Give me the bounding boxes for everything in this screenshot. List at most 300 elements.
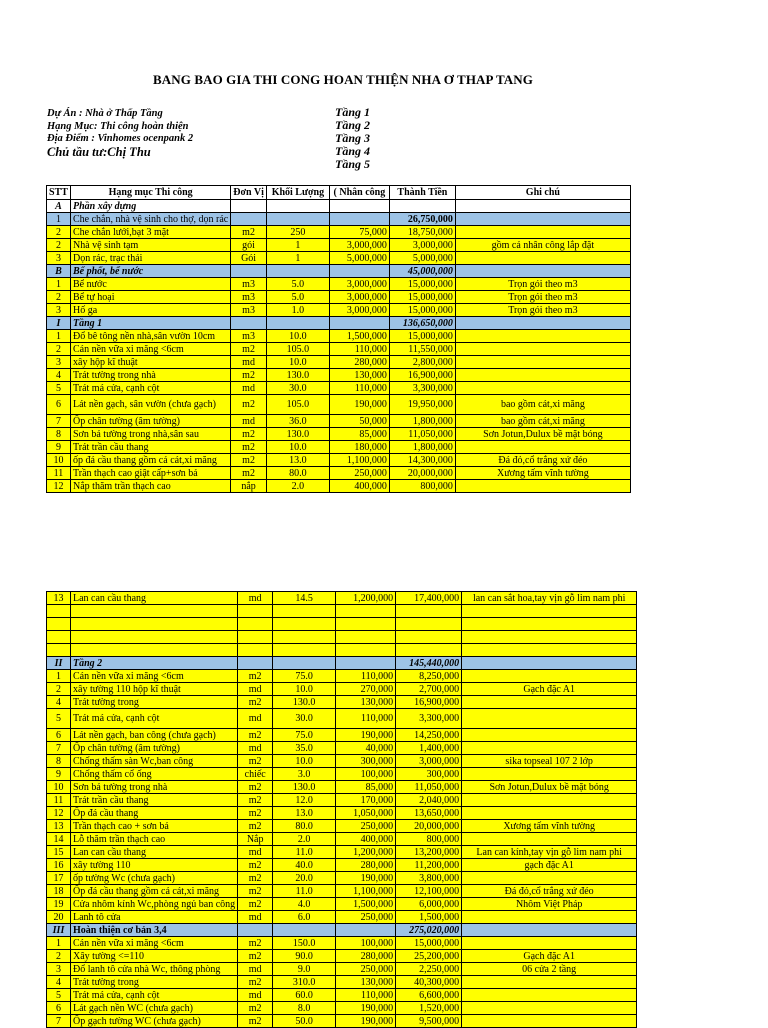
cell-total: 1,800,000 (389, 441, 455, 454)
cell-labor: 75,000 (329, 226, 389, 239)
cell-quantity: 8.0 (273, 1002, 336, 1015)
cell-stt: 6 (47, 729, 71, 742)
cell-note: Gạch đặc A1 (462, 950, 637, 963)
cell-stt: 7 (47, 1015, 71, 1028)
table-row (47, 781, 637, 794)
cell-total (396, 618, 462, 631)
cell-stt: 7 (47, 415, 71, 428)
cell-quantity: 5.0 (266, 291, 329, 304)
location: Địa Điểm : Vinhomes ocenpank 2 (47, 133, 194, 145)
table-row (47, 976, 637, 989)
cell-labor: 1,500,000 (329, 330, 389, 343)
cell-item: Trần thạch cao + sơn bả (71, 820, 238, 833)
cell-quantity (273, 924, 336, 937)
cell-quantity: 130.0 (273, 696, 336, 709)
floor-label: Tầng 4 (335, 144, 371, 159)
table-row (47, 755, 637, 768)
cell-unit: md (238, 592, 273, 605)
cell-item: Bể nước (71, 278, 231, 291)
cell-item: Trát trần cầu thang (71, 794, 238, 807)
cell-stt: 10 (47, 781, 71, 794)
cell-quantity: 3.0 (273, 768, 336, 781)
cell-quantity (266, 265, 329, 278)
cell-total: 20,000,000 (396, 820, 462, 833)
cell-total: 3,800,000 (396, 872, 462, 885)
cell-unit: m2 (238, 872, 273, 885)
cell-labor: 1,200,000 (336, 846, 396, 859)
cell-stt (47, 618, 71, 631)
cell-quantity: 50.0 (273, 1015, 336, 1028)
cell-labor (329, 317, 389, 330)
cell-note (462, 1015, 637, 1028)
cell-unit: m2 (238, 898, 273, 911)
cell-labor: 170,000 (336, 794, 396, 807)
cell-note: Đá đỏ,cổ trắng xứ đéo (462, 885, 637, 898)
cell-stt (47, 631, 71, 644)
cell-unit: m3 (231, 278, 267, 291)
cell-stt: 1 (47, 330, 71, 343)
cell-labor: 3,000,000 (329, 304, 389, 317)
cell-total: 17,400,000 (396, 592, 462, 605)
cell-stt: 4 (47, 976, 71, 989)
cell-labor: 85,000 (329, 428, 389, 441)
cell-stt: 8 (47, 428, 71, 441)
cell-total: 40,300,000 (396, 976, 462, 989)
cell-labor: 300,000 (336, 755, 396, 768)
cell-total: 15,000,000 (389, 330, 455, 343)
cell-quantity: 9.0 (273, 963, 336, 976)
cell-stt: 2 (47, 343, 71, 356)
cell-unit: md (238, 989, 273, 1002)
cell-item: Lát gạch nền WC (chưa gạch) (71, 1002, 238, 1015)
cell-stt: 11 (47, 467, 71, 480)
cell-total: 300,000 (396, 768, 462, 781)
cell-unit: m2 (238, 976, 273, 989)
cell-item: Ốp đá cầu thang gồm cả cát,xi măng (71, 885, 238, 898)
cell-quantity: 13.0 (273, 807, 336, 820)
cell-total: 2,040,000 (396, 794, 462, 807)
cell-labor: 190,000 (336, 729, 396, 742)
cell-item: Cán nền vữa xi măng <6cm (71, 343, 231, 356)
cell-total: 2,700,000 (396, 683, 462, 696)
cell-note: Đá đỏ,cổ trắng xứ đéo (455, 454, 630, 467)
cell-unit: m2 (238, 696, 273, 709)
section-row (47, 317, 631, 330)
cell-quantity: 11.0 (273, 846, 336, 859)
table-row (47, 911, 637, 924)
cell-item: ốp tường Wc (chưa gạch) (71, 872, 238, 885)
cell-item: Trát tường trong nhà (71, 369, 231, 382)
cell-total: 136,650,000 (389, 317, 455, 330)
cell-note (455, 265, 630, 278)
cell-note (455, 226, 630, 239)
cell-stt: 2 (47, 950, 71, 963)
col-header-total: Thành Tiền (389, 186, 455, 200)
cell-item: Trát má cửa, cạnh cột (71, 989, 238, 1002)
table-row (47, 226, 631, 239)
cell-note (455, 382, 630, 395)
cell-item: Lát nền gạch, ban công (chưa gạch) (71, 729, 238, 742)
cell-labor: 250,000 (329, 467, 389, 480)
cell-unit: m2 (238, 1002, 273, 1015)
table-row (47, 467, 631, 480)
cell-total: 145,440,000 (396, 657, 462, 670)
cell-labor: 50,000 (329, 415, 389, 428)
cell-quantity: 130.0 (266, 369, 329, 382)
cell-total: 6,600,000 (396, 989, 462, 1002)
cell-quantity: 1 (266, 252, 329, 265)
cell-item: Chống thấm cổ ống (71, 768, 238, 781)
col-header-stt: STT (47, 186, 71, 200)
table-row (47, 454, 631, 467)
cell-unit: m2 (231, 226, 267, 239)
section-row (47, 265, 631, 278)
cell-labor: 250,000 (336, 820, 396, 833)
table-row (47, 807, 637, 820)
cell-total (389, 200, 455, 213)
cell-quantity (273, 618, 336, 631)
cell-quantity: 13.0 (266, 454, 329, 467)
cell-note (462, 768, 637, 781)
cell-quantity: 80.0 (266, 467, 329, 480)
table-row (47, 395, 631, 415)
cell-labor: 280,000 (336, 950, 396, 963)
cell-unit: m3 (231, 291, 267, 304)
cell-labor: 190,000 (336, 872, 396, 885)
cell-quantity: 5.0 (266, 278, 329, 291)
cell-labor (336, 618, 396, 631)
table-row (47, 441, 631, 454)
cell-stt: 1 (47, 213, 71, 226)
cell-unit (231, 200, 267, 213)
cell-stt: 2 (47, 683, 71, 696)
cell-labor: 110,000 (329, 382, 389, 395)
cell-note: bao gồm cát,xi măng (455, 395, 630, 415)
cell-quantity: 2.0 (273, 833, 336, 846)
cell-quantity: 10.0 (266, 330, 329, 343)
cell-total: 19,950,000 (389, 395, 455, 415)
cell-unit: m2 (231, 441, 267, 454)
cell-note (462, 709, 637, 729)
cell-quantity (273, 657, 336, 670)
cell-labor: 110,000 (336, 989, 396, 1002)
cell-unit (231, 265, 267, 278)
table-row (47, 898, 637, 911)
cell-labor: 3,000,000 (329, 239, 389, 252)
cell-note (462, 618, 637, 631)
cell-total: 3,300,000 (396, 709, 462, 729)
cell-note (455, 441, 630, 454)
cell-unit: chiếc (238, 768, 273, 781)
cell-unit: Gói (231, 252, 267, 265)
cell-labor: 85,000 (336, 781, 396, 794)
cell-labor: 3,000,000 (329, 278, 389, 291)
cell-stt: I (47, 317, 71, 330)
cell-item: Trát trần cầu thang (71, 441, 231, 454)
cell-item: Chống thấm sàn Wc,ban công (71, 755, 238, 768)
cell-stt: II (47, 657, 71, 670)
cell-quantity: 310.0 (273, 976, 336, 989)
cell-unit: m2 (238, 820, 273, 833)
cell-quantity: 4.0 (273, 898, 336, 911)
cell-stt: A (47, 200, 71, 213)
cell-stt: 12 (47, 480, 71, 493)
cell-labor: 110,000 (329, 343, 389, 356)
table-row (47, 937, 637, 950)
cell-quantity: 35.0 (273, 742, 336, 755)
cell-note (455, 369, 630, 382)
col-header-quantity: Khối Lượng (266, 186, 329, 200)
cell-note (462, 742, 637, 755)
cell-stt: 3 (47, 252, 71, 265)
cell-stt: 9 (47, 441, 71, 454)
cell-item: Lát nền gạch, sân vườn (chưa gạch) (71, 395, 231, 415)
cell-unit (231, 213, 267, 226)
cell-unit: m2 (231, 454, 267, 467)
section-row (47, 657, 637, 670)
cell-item: Sơn bả tường trong nhà,sân sau (71, 428, 231, 441)
cell-item: Lan can cầu thang (71, 846, 238, 859)
cell-total: 800,000 (396, 833, 462, 846)
cell-item: Cán nền vữa xi măng <6cm (71, 937, 238, 950)
cell-quantity: 250 (266, 226, 329, 239)
cell-total: 13,200,000 (396, 846, 462, 859)
cell-unit: m2 (238, 670, 273, 683)
cell-item: Tầng 2 (71, 657, 238, 670)
cell-item (71, 605, 238, 618)
cell-stt: 9 (47, 768, 71, 781)
cell-total: 6,000,000 (396, 898, 462, 911)
table-row (47, 872, 637, 885)
cell-item: Che chắn lưới,bạt 3 mặt (71, 226, 231, 239)
cell-stt: 5 (47, 382, 71, 395)
cell-note (462, 696, 637, 709)
page-title: BANG BAO GIA THI CONG HOAN THIỆN NHA Ơ THAP TANG (153, 72, 533, 87)
cell-item: Cán nền vữa xi măng <6cm (71, 670, 238, 683)
cell-total: 15,000,000 (389, 278, 455, 291)
cell-labor: 400,000 (336, 833, 396, 846)
cell-labor: 110,000 (336, 709, 396, 729)
cell-quantity: 30.0 (266, 382, 329, 395)
table-row (47, 605, 637, 618)
table-row (47, 330, 631, 343)
table-row (47, 1002, 637, 1015)
cell-note (462, 911, 637, 924)
project-info (47, 108, 327, 158)
cell-note: gồm cả nhân công lắp đặt (455, 239, 630, 252)
cell-item: xây tường 110 (71, 859, 238, 872)
floor-label: Tầng 3 (335, 131, 371, 146)
cell-total (396, 644, 462, 657)
table-row (47, 729, 637, 742)
cell-unit: m2 (238, 859, 273, 872)
section-row (47, 924, 637, 937)
cell-quantity: 10.0 (273, 683, 336, 696)
cell-stt: 2 (47, 239, 71, 252)
cell-labor (336, 605, 396, 618)
cell-note (462, 833, 637, 846)
table-row (47, 592, 637, 605)
cell-labor: 270,000 (336, 683, 396, 696)
cell-item (71, 631, 238, 644)
table-row (47, 239, 631, 252)
col-header-unit: Đơn Vị (231, 186, 267, 200)
cell-unit: m2 (231, 428, 267, 441)
cell-stt: III (47, 924, 71, 937)
table-row (47, 859, 637, 872)
cell-labor: 1,100,000 (336, 885, 396, 898)
cell-item: Che chắn, nhà vệ sinh cho thợ, dọn rác (71, 213, 231, 226)
cell-item: Phần xây dựng (71, 200, 231, 213)
floor-label: Tầng 5 (335, 157, 371, 172)
cell-stt: 1 (47, 670, 71, 683)
cell-item: Trần thạch cao giật cấp+sơn bả (71, 467, 231, 480)
cell-total: 1,800,000 (389, 415, 455, 428)
cell-note (462, 794, 637, 807)
cell-labor (336, 924, 396, 937)
table-row (47, 885, 637, 898)
cell-quantity (273, 644, 336, 657)
floor-label: Tầng 1 (335, 105, 371, 119)
cell-stt: 3 (47, 356, 71, 369)
cell-labor (329, 265, 389, 278)
cell-total: 275,020,000 (396, 924, 462, 937)
cell-unit: gói (231, 239, 267, 252)
cell-stt: 18 (47, 885, 71, 898)
cell-total: 9,500,000 (396, 1015, 462, 1028)
cell-note (462, 670, 637, 683)
cell-stt: 4 (47, 696, 71, 709)
table-row (47, 742, 637, 755)
cell-stt: 1 (47, 937, 71, 950)
cell-quantity: 14.5 (273, 592, 336, 605)
cell-total (396, 631, 462, 644)
table-row (47, 415, 631, 428)
table-row (47, 428, 631, 441)
cell-quantity: 2.0 (266, 480, 329, 493)
cell-note (462, 872, 637, 885)
cell-total: 800,000 (389, 480, 455, 493)
cell-quantity: 20.0 (273, 872, 336, 885)
cell-item: Cửa nhôm kính Wc,phòng ngủ ban công (71, 898, 238, 911)
cell-note (455, 356, 630, 369)
cell-unit: nắp (231, 480, 267, 493)
cell-labor: 5,000,000 (329, 252, 389, 265)
cell-item: Đổ bê tông nền nhà,sân vườn 10cm (71, 330, 231, 343)
cell-item: Tầng 1 (71, 317, 231, 330)
cell-stt: 5 (47, 989, 71, 1002)
cell-stt: 15 (47, 846, 71, 859)
table-row (47, 369, 631, 382)
cell-note: sika topseal 107 2 lớp (462, 755, 637, 768)
cell-note (462, 605, 637, 618)
cell-note: Nhôm Việt Pháp (462, 898, 637, 911)
price-table-part2 (46, 591, 637, 1028)
table-header-row (47, 186, 631, 200)
cell-unit: md (238, 911, 273, 924)
cell-total: 14,300,000 (389, 454, 455, 467)
cell-total: 11,550,000 (389, 343, 455, 356)
floor-list (335, 106, 370, 171)
cell-note (462, 976, 637, 989)
cell-quantity: 30.0 (273, 709, 336, 729)
cell-quantity: 90.0 (273, 950, 336, 963)
cell-total: 14,250,000 (396, 729, 462, 742)
cell-unit: md (238, 709, 273, 729)
cell-labor: 1,100,000 (329, 454, 389, 467)
cell-stt: 11 (47, 794, 71, 807)
cell-labor: 1,500,000 (336, 898, 396, 911)
cell-note: lan can sắt hoa,tay vịn gỗ lim nam phi (462, 592, 637, 605)
cell-item: Bể tự hoại (71, 291, 231, 304)
cell-total: 13,650,000 (396, 807, 462, 820)
cell-labor: 180,000 (329, 441, 389, 454)
cell-total: 2,800,000 (389, 356, 455, 369)
table-row (47, 278, 631, 291)
cell-total: 1,400,000 (396, 742, 462, 755)
table-row (47, 356, 631, 369)
cell-labor (336, 644, 396, 657)
cell-quantity: 75.0 (273, 670, 336, 683)
cell-quantity: 130.0 (273, 781, 336, 794)
table-row (47, 631, 637, 644)
cell-item: Lan can cầu thang (71, 592, 238, 605)
cell-unit (238, 657, 273, 670)
project-name: Dự Án : Nhà ở Thấp Tầng (47, 108, 163, 119)
cell-item: Trát má cửa, cạnh cột (71, 382, 231, 395)
cell-total: 8,250,000 (396, 670, 462, 683)
cell-quantity (273, 631, 336, 644)
cell-stt: 4 (47, 369, 71, 382)
table-row (47, 794, 637, 807)
cell-note (462, 989, 637, 1002)
cell-labor: 400,000 (329, 480, 389, 493)
cell-note: Lan can kính,tay vịn gỗ lim nam phi (462, 846, 637, 859)
cell-unit: md (238, 963, 273, 976)
cell-quantity: 150.0 (273, 937, 336, 950)
cell-total: 16,900,000 (396, 696, 462, 709)
table-row (47, 670, 637, 683)
cell-total: 3,000,000 (396, 755, 462, 768)
cell-quantity: 60.0 (273, 989, 336, 1002)
cell-note (462, 1002, 637, 1015)
cell-labor: 190,000 (336, 1002, 396, 1015)
cell-labor: 280,000 (329, 356, 389, 369)
cell-unit: m2 (231, 343, 267, 356)
cell-total: 12,100,000 (396, 885, 462, 898)
cell-stt: 17 (47, 872, 71, 885)
table-row (47, 291, 631, 304)
cell-unit: m2 (238, 755, 273, 768)
cell-item: Dọn rác, trạc thải (71, 252, 231, 265)
cell-item: Hoàn thiện cơ bản 3,4 (71, 924, 238, 937)
col-header-item: Hạng mục Thi công (71, 186, 231, 200)
cell-total (396, 605, 462, 618)
cell-unit: m2 (238, 950, 273, 963)
cell-labor: 100,000 (336, 937, 396, 950)
cell-total: 15,000,000 (396, 937, 462, 950)
cell-total: 1,520,000 (396, 1002, 462, 1015)
cell-note (462, 729, 637, 742)
cell-labor: 250,000 (336, 911, 396, 924)
cell-quantity: 10.0 (266, 441, 329, 454)
cell-quantity: 80.0 (273, 820, 336, 833)
cell-note (462, 924, 637, 937)
cell-labor: 190,000 (336, 1015, 396, 1028)
cell-labor (336, 631, 396, 644)
cell-item: Xây tường <=110 (71, 950, 238, 963)
cell-quantity: 75.0 (273, 729, 336, 742)
